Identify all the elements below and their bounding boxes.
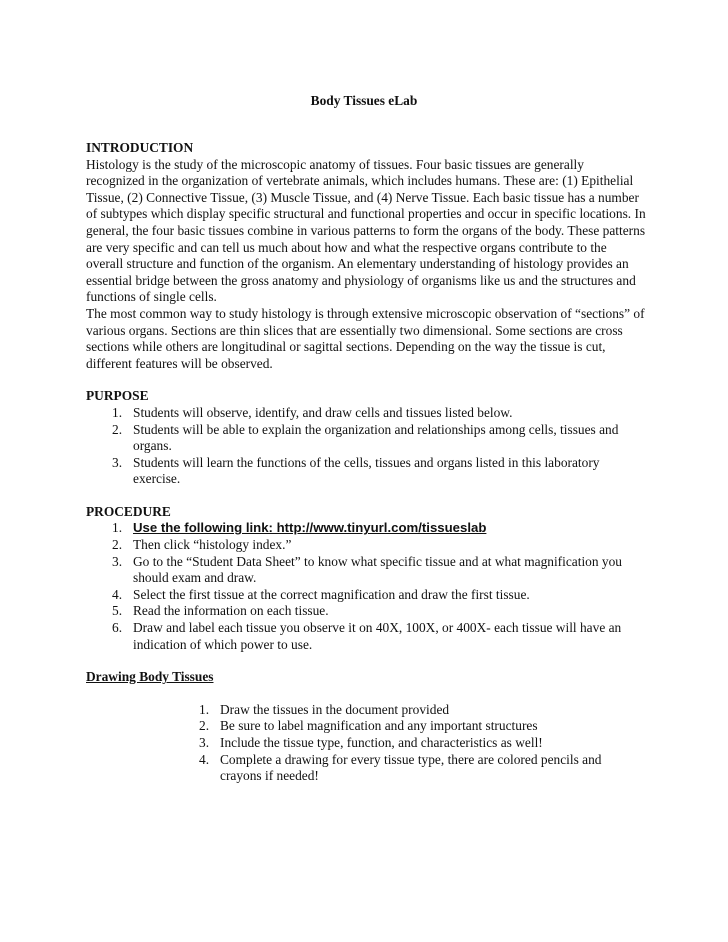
list-item: 1. Students will observe, identify, and draw cells and tissues listed below. bbox=[112, 404, 513, 420]
purpose-heading: PURPOSE bbox=[86, 388, 149, 404]
list-item: 1. Use the following link: http://www.tinyurl.com/tissueslab bbox=[112, 520, 487, 536]
introduction-heading: INTRODUCTION bbox=[86, 140, 194, 155]
document-body bbox=[86, 140, 646, 785]
list-item: 4. Complete a drawing for every tissue type, there are colored pencils and crayons if needed! bbox=[199, 751, 602, 784]
introduction-paragraph-2: The most common way to study histology is through extensive microscopic observation of “sections” of various organs. Sections are thin slices that are essentially two dimensional. Some sections are cross sections while others are longitudinal or sagittal sections. Depending on the way the tissue is cut, different features will be observed. bbox=[86, 305, 645, 371]
list-item: 5. Read the information on each tissue. bbox=[112, 603, 329, 619]
list-item: 2. Be sure to label magnification and any important structures bbox=[199, 718, 538, 734]
document-title: Body Tissues eLab bbox=[310, 93, 418, 108]
purpose-list bbox=[86, 405, 646, 488]
list-item: 6. Draw and label each tissue you observe it on 40X, 100X, or 400X- each tissue will have an indication of which power to use. bbox=[112, 620, 622, 652]
list-item: 3. Students will learn the functions of the cells, tissues and organs listed in this laboratory exercise. bbox=[112, 454, 600, 487]
introduction-paragraph-1: Histology is the study of the microscopic anatomy of tissues. Four basic tissues are generally recognized in the organization of vertebrate animals, which includes humans. These are: (1) Epithelial Tissue, (2) Connective Tissue, (3) Muscle Tissue, and (4) Nerve Tissue. Each basic tissue has a number of subtypes which display specific structural and functional properties and occur in specific locations. In general, the four basic tissues combine in various patterns to form the organs of the body. These patterns are very specific and can tell us much about how and what the respective organs contribute to the overall structure and function of the organism. An elementary understanding of histology provides an essential bridge between the gross anatomy and physiology of organisms like us and the structures and functions of single cells. bbox=[86, 156, 646, 305]
procedure-list bbox=[86, 520, 646, 653]
list-item: 1. Draw the tissues in the document provided bbox=[199, 701, 450, 717]
list-item: 2. Students will be able to explain the organization and relationships among cells, tissues and organs. bbox=[112, 421, 619, 454]
tissueslab-link[interactable]: Use the following link: http://www.tinyurl.com/tissueslab bbox=[133, 520, 487, 536]
procedure-heading: PROCEDURE bbox=[86, 503, 171, 519]
list-item: 3. Go to the “Student Data Sheet” to know what specific tissue and at what magnification you should exam and draw. bbox=[112, 553, 623, 586]
drawing-heading: Drawing Body Tissues bbox=[86, 669, 214, 685]
drawing-list bbox=[199, 702, 646, 785]
list-item: 2. Then click “histology index.” bbox=[112, 537, 292, 553]
list-item: 3. Include the tissue type, function, and characteristics as well! bbox=[199, 735, 543, 750]
list-item: 4. Select the first tissue at the correct magnification and draw the first tissue. bbox=[112, 586, 530, 602]
